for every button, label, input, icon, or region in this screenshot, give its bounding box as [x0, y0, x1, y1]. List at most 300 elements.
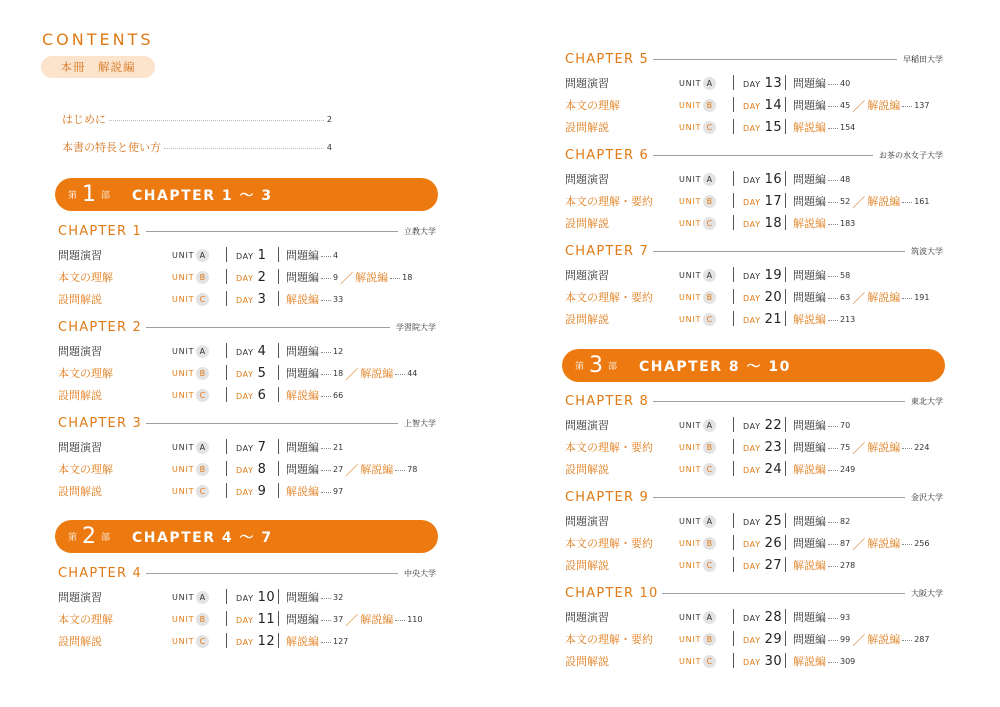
day-tag — [236, 366, 266, 381]
kaisetsu-page: 127 — [333, 636, 349, 646]
day-tag — [236, 270, 266, 285]
day-number: 17 — [764, 193, 783, 209]
unit-tag — [172, 485, 209, 498]
day-number: 18 — [764, 215, 783, 231]
row-label: 問題演習 — [565, 77, 609, 90]
table-row[interactable] — [58, 388, 436, 402]
dot-leader — [828, 84, 838, 85]
page-refs[interactable] — [286, 343, 343, 359]
day-number: 28 — [764, 609, 783, 625]
day-word: DAY — [743, 219, 761, 229]
column-divider — [785, 289, 786, 304]
chapter-header[interactable] — [58, 320, 436, 334]
column-divider — [226, 247, 227, 262]
day-number: 7 — [257, 439, 267, 455]
dot-leader — [109, 120, 324, 121]
unit-word: UNIT — [679, 100, 702, 110]
table-row[interactable] — [565, 172, 943, 186]
row-label: 設問解説 — [565, 121, 609, 134]
row-label: 問題演習 — [565, 419, 609, 432]
column-divider — [733, 267, 734, 282]
unit-circle: C — [703, 463, 716, 476]
day-word: DAY — [743, 271, 761, 281]
part-dai: 第 — [68, 191, 78, 201]
mondai-label: 問題編 — [286, 249, 319, 262]
day-number: 2 — [257, 269, 267, 285]
page-refs[interactable] — [286, 439, 343, 455]
chapter-rule — [146, 231, 398, 232]
page-refs[interactable] — [286, 291, 343, 307]
dot-leader — [828, 180, 838, 181]
dot-leader — [321, 642, 331, 643]
kaisetsu-page: 249 — [840, 464, 856, 474]
chapter-title: CHAPTER 2 — [58, 319, 142, 335]
unit-tag — [679, 269, 716, 282]
kaisetsu-page: 154 — [840, 122, 856, 132]
kaisetsu-page: 278 — [840, 560, 856, 570]
table-row[interactable] — [565, 439, 943, 457]
table-row[interactable] — [58, 440, 436, 454]
column-divider — [785, 119, 786, 134]
day-number: 12 — [257, 633, 276, 649]
day-tag — [743, 216, 782, 231]
university-name: 金沢大学 — [911, 492, 943, 502]
unit-word: UNIT — [679, 560, 702, 570]
day-tag — [236, 344, 266, 359]
page-refs[interactable] — [793, 267, 850, 283]
slash-separator: ／ — [852, 633, 866, 649]
page-refs[interactable] — [793, 653, 855, 669]
day-word: DAY — [743, 657, 761, 667]
part-banner-1[interactable] — [55, 178, 438, 211]
column-divider — [226, 387, 227, 402]
kaisetsu-page: 256 — [914, 538, 930, 548]
kaisetsu-page: 97 — [333, 486, 344, 496]
dot-leader — [902, 544, 912, 545]
kaisetsu-page: 78 — [407, 464, 418, 474]
toc-intro[interactable] — [62, 112, 332, 126]
unit-tag — [679, 291, 716, 304]
day-number: 3 — [257, 291, 267, 307]
unit-word: UNIT — [172, 486, 195, 496]
row-label: 問題演習 — [565, 173, 609, 186]
part-bu: 部 — [101, 533, 111, 543]
chapter-rule — [662, 593, 905, 594]
day-tag — [236, 634, 275, 649]
table-row[interactable] — [565, 610, 943, 624]
kaisetsu-page: 137 — [914, 100, 930, 110]
day-number: 13 — [764, 75, 783, 91]
column-divider — [785, 215, 786, 230]
table-row[interactable] — [565, 97, 943, 115]
chapter-title: CHAPTER 6 — [565, 147, 649, 163]
part-bu: 部 — [101, 191, 111, 201]
kaisetsu-page: 66 — [333, 390, 344, 400]
chapter-block — [565, 586, 943, 672]
day-tag — [743, 194, 782, 209]
page-refs[interactable] — [793, 171, 850, 187]
page-refs[interactable] — [286, 460, 417, 479]
chapter-header[interactable] — [565, 52, 943, 66]
column-divider — [226, 461, 227, 476]
chapter-block — [565, 394, 943, 480]
dot-leader — [828, 224, 838, 225]
page-refs[interactable] — [793, 119, 855, 135]
row-label: 本文の理解・要約 — [565, 441, 653, 454]
table-row[interactable] — [58, 292, 436, 306]
dot-leader — [828, 106, 838, 107]
dot-leader — [395, 620, 405, 621]
column-divider — [785, 97, 786, 112]
table-row[interactable] — [565, 418, 943, 432]
day-number: 22 — [764, 417, 783, 433]
column-divider — [278, 589, 279, 604]
chapter-header[interactable] — [58, 224, 436, 238]
kaisetsu-label: 解説編 — [793, 217, 826, 230]
mondai-label: 問題編 — [286, 441, 319, 454]
page-refs[interactable] — [793, 438, 929, 457]
chapter-header[interactable] — [565, 244, 943, 258]
day-word: DAY — [743, 465, 761, 475]
chapter-title: CHAPTER 7 — [565, 243, 649, 259]
chapter-header[interactable] — [565, 586, 943, 600]
chapter-header[interactable] — [58, 566, 436, 580]
column-divider — [733, 193, 734, 208]
row-label: 問題演習 — [565, 269, 609, 282]
chapter-title: CHAPTER 9 — [565, 489, 649, 505]
day-word: DAY — [236, 273, 254, 283]
slash-separator: ／ — [340, 271, 354, 287]
day-word: DAY — [743, 101, 761, 111]
column-divider — [733, 171, 734, 186]
unit-circle: A — [703, 611, 716, 624]
slash-separator: ／ — [345, 613, 359, 629]
unit-word: UNIT — [679, 270, 702, 280]
kaisetsu-page: 161 — [914, 196, 930, 206]
unit-circle: A — [196, 441, 209, 454]
table-row[interactable] — [565, 76, 943, 90]
page-refs[interactable] — [286, 483, 343, 499]
dot-leader — [902, 640, 912, 641]
kaisetsu-label: 解説編 — [286, 485, 319, 498]
column-divider — [733, 631, 734, 646]
column-divider — [278, 633, 279, 648]
mondai-page: 99 — [840, 634, 851, 644]
mondai-page: 21 — [333, 442, 344, 452]
column-divider — [278, 439, 279, 454]
table-row[interactable] — [58, 269, 436, 287]
university-name: 筑波大学 — [911, 246, 943, 256]
table-row[interactable] — [565, 312, 943, 326]
university-name: 東北大学 — [911, 396, 943, 406]
chapter-rule — [653, 401, 905, 402]
table-row[interactable] — [58, 484, 436, 498]
page-refs[interactable] — [793, 215, 855, 231]
chapter-block — [565, 244, 943, 330]
day-tag — [743, 514, 782, 529]
kaisetsu-label: 解説編 — [793, 121, 826, 134]
day-word: DAY — [743, 561, 761, 571]
day-tag — [743, 558, 782, 573]
column-divider — [785, 439, 786, 454]
unit-circle: A — [196, 345, 209, 358]
dot-leader — [321, 374, 331, 375]
day-word: DAY — [743, 613, 761, 623]
mondai-label: 問題編 — [793, 99, 826, 112]
day-number: 15 — [764, 119, 783, 135]
dot-leader — [321, 470, 331, 471]
day-number: 26 — [764, 535, 783, 551]
day-number: 10 — [257, 589, 276, 605]
kaisetsu-page: 191 — [914, 292, 930, 302]
kaisetsu-page: 18 — [402, 272, 413, 282]
table-row[interactable] — [58, 461, 436, 479]
unit-word: UNIT — [679, 656, 702, 666]
day-tag — [236, 248, 266, 263]
kaisetsu-label: 解説編 — [360, 613, 394, 626]
column-divider — [278, 387, 279, 402]
page-refs[interactable] — [793, 557, 855, 573]
day-tag — [743, 98, 782, 113]
page-refs[interactable] — [793, 192, 929, 211]
mondai-label: 問題編 — [286, 271, 319, 284]
column-divider — [733, 215, 734, 230]
dot-leader — [828, 566, 838, 567]
table-row[interactable] — [565, 514, 943, 528]
chapter-block — [58, 320, 436, 406]
dot-leader — [828, 522, 838, 523]
unit-tag — [679, 195, 716, 208]
university-name: 早稲田大学 — [903, 54, 943, 64]
column-divider — [785, 609, 786, 624]
mondai-page: 52 — [840, 196, 851, 206]
page-refs[interactable] — [286, 364, 417, 383]
day-word: DAY — [743, 315, 761, 325]
page-refs[interactable] — [793, 630, 929, 649]
slash-separator: ／ — [852, 195, 866, 211]
table-row[interactable] — [565, 268, 943, 282]
dot-leader — [828, 298, 838, 299]
mondai-label: 問題編 — [286, 591, 319, 604]
mondai-page: 93 — [840, 612, 851, 622]
mondai-label: 問題編 — [793, 291, 826, 304]
page-refs[interactable] — [793, 461, 855, 477]
page-refs[interactable] — [793, 311, 855, 327]
page-refs[interactable] — [793, 534, 929, 553]
column-divider — [226, 589, 227, 604]
table-row[interactable] — [565, 193, 943, 211]
table-row[interactable] — [58, 634, 436, 648]
chapter-title: CHAPTER 5 — [565, 51, 649, 67]
mondai-page: 27 — [333, 464, 344, 474]
table-row[interactable] — [565, 535, 943, 553]
chapter-header[interactable] — [565, 394, 943, 408]
kaisetsu-label: 解説編 — [286, 635, 319, 648]
unit-circle: A — [703, 269, 716, 282]
day-number: 27 — [764, 557, 783, 573]
page-refs[interactable] — [793, 513, 850, 529]
unit-tag — [679, 515, 716, 528]
page-refs[interactable] — [793, 609, 850, 625]
column-divider — [733, 289, 734, 304]
mondai-label: 問題編 — [793, 537, 826, 550]
mondai-page: 48 — [840, 174, 851, 184]
unit-word: UNIT — [679, 634, 702, 644]
unit-tag — [679, 537, 716, 550]
table-row[interactable] — [58, 365, 436, 383]
day-word: DAY — [236, 593, 254, 603]
kaisetsu-label: 解説編 — [793, 313, 826, 326]
page-refs[interactable] — [286, 633, 348, 649]
column-divider — [278, 291, 279, 306]
table-row[interactable] — [58, 248, 436, 262]
column-divider — [785, 557, 786, 572]
page-refs[interactable] — [793, 417, 850, 433]
part-range: CHAPTER 4 ～ 7 — [132, 529, 273, 546]
page-refs[interactable] — [286, 247, 338, 263]
slash-separator: ／ — [852, 537, 866, 553]
table-row[interactable] — [58, 590, 436, 604]
toc-label: 本書の特長と使い方 — [62, 141, 161, 154]
row-label: 本文の理解 — [565, 99, 620, 112]
contents-title: CONTENTS — [42, 30, 154, 49]
page-refs[interactable] — [793, 288, 929, 307]
unit-circle: C — [196, 635, 209, 648]
table-row[interactable] — [565, 654, 943, 668]
unit-word: UNIT — [679, 174, 702, 184]
part-banner-3[interactable] — [562, 349, 945, 382]
university-name: お茶の水女子大学 — [879, 150, 943, 160]
day-tag — [236, 440, 266, 455]
dot-leader — [321, 620, 331, 621]
chapter-header[interactable] — [565, 490, 943, 504]
chapter-title: CHAPTER 4 — [58, 565, 142, 581]
day-word: DAY — [236, 465, 254, 475]
column-divider — [785, 75, 786, 90]
kaisetsu-label: 解説編 — [793, 559, 826, 572]
unit-circle: A — [196, 591, 209, 604]
unit-circle: B — [703, 195, 716, 208]
unit-tag — [679, 99, 716, 112]
day-tag — [743, 268, 782, 283]
unit-circle: B — [703, 441, 716, 454]
page-refs[interactable] — [286, 610, 422, 629]
table-row[interactable] — [565, 289, 943, 307]
dot-leader — [321, 396, 331, 397]
unit-tag — [679, 121, 716, 134]
column-divider — [226, 439, 227, 454]
day-word: DAY — [236, 295, 254, 305]
unit-circle: B — [196, 463, 209, 476]
unit-tag — [679, 463, 716, 476]
subtitle-badge: 本冊 解説編 — [41, 56, 155, 78]
column-divider — [226, 343, 227, 358]
dot-leader — [321, 352, 331, 353]
page-refs[interactable] — [793, 96, 929, 115]
column-divider — [733, 311, 734, 326]
column-divider — [226, 633, 227, 648]
unit-word: UNIT — [172, 464, 195, 474]
dot-leader — [902, 106, 912, 107]
unit-tag — [172, 271, 209, 284]
row-label: 設問解説 — [58, 485, 102, 498]
chapter-rule — [146, 573, 398, 574]
table-row[interactable] — [565, 120, 943, 134]
chapter-header[interactable] — [565, 148, 943, 162]
part-number: 1 — [82, 181, 97, 207]
day-tag — [743, 610, 782, 625]
day-tag — [236, 462, 266, 477]
mondai-label: 問題編 — [286, 367, 319, 380]
table-row[interactable] — [565, 216, 943, 230]
row-label: 問題演習 — [58, 591, 102, 604]
toc-label: はじめに — [62, 113, 106, 126]
unit-tag — [679, 77, 716, 90]
dot-leader — [395, 470, 405, 471]
unit-word: UNIT — [172, 250, 195, 260]
unit-word: UNIT — [172, 346, 195, 356]
row-label: 問題演習 — [58, 345, 102, 358]
column-divider — [785, 535, 786, 550]
dot-leader — [902, 448, 912, 449]
kaisetsu-label: 解説編 — [793, 463, 826, 476]
part-range: CHAPTER 1 ～ 3 — [132, 187, 273, 204]
day-tag — [743, 536, 782, 551]
row-label: 本文の理解・要約 — [565, 291, 653, 304]
day-word: DAY — [236, 369, 254, 379]
column-divider — [785, 461, 786, 476]
day-number: 8 — [257, 461, 267, 477]
table-row[interactable] — [565, 558, 943, 572]
table-row[interactable] — [58, 611, 436, 629]
chapter-header[interactable] — [58, 416, 436, 430]
toc-features[interactable] — [62, 140, 332, 154]
unit-word: UNIT — [679, 442, 702, 452]
university-name: 中央大学 — [404, 568, 436, 578]
day-tag — [743, 172, 782, 187]
dot-leader — [828, 448, 838, 449]
unit-word: UNIT — [172, 294, 195, 304]
page-refs[interactable] — [286, 589, 343, 605]
day-word: DAY — [743, 293, 761, 303]
row-label: 設問解説 — [565, 655, 609, 668]
column-divider — [785, 417, 786, 432]
table-row[interactable] — [58, 344, 436, 358]
mondai-page: 58 — [840, 270, 851, 280]
kaisetsu-label: 解説編 — [867, 441, 901, 454]
mondai-page: 12 — [333, 346, 344, 356]
unit-circle: C — [703, 313, 716, 326]
column-divider — [733, 119, 734, 134]
part-number: 3 — [589, 352, 604, 378]
university-name: 学習院大学 — [396, 322, 436, 332]
page-refs[interactable] — [793, 75, 850, 91]
column-divider — [278, 365, 279, 380]
part-banner-2[interactable] — [55, 520, 438, 553]
kaisetsu-page: 224 — [914, 442, 930, 452]
row-label: 本文の理解・要約 — [565, 633, 653, 646]
table-row[interactable] — [565, 631, 943, 649]
unit-tag — [172, 441, 209, 454]
row-label: 設問解説 — [58, 389, 102, 402]
mondai-page: 9 — [333, 272, 339, 282]
unit-circle: B — [196, 367, 209, 380]
page-refs[interactable] — [286, 268, 412, 287]
column-divider — [226, 483, 227, 498]
page-refs[interactable] — [286, 387, 343, 403]
column-divider — [278, 247, 279, 262]
table-row[interactable] — [565, 462, 943, 476]
